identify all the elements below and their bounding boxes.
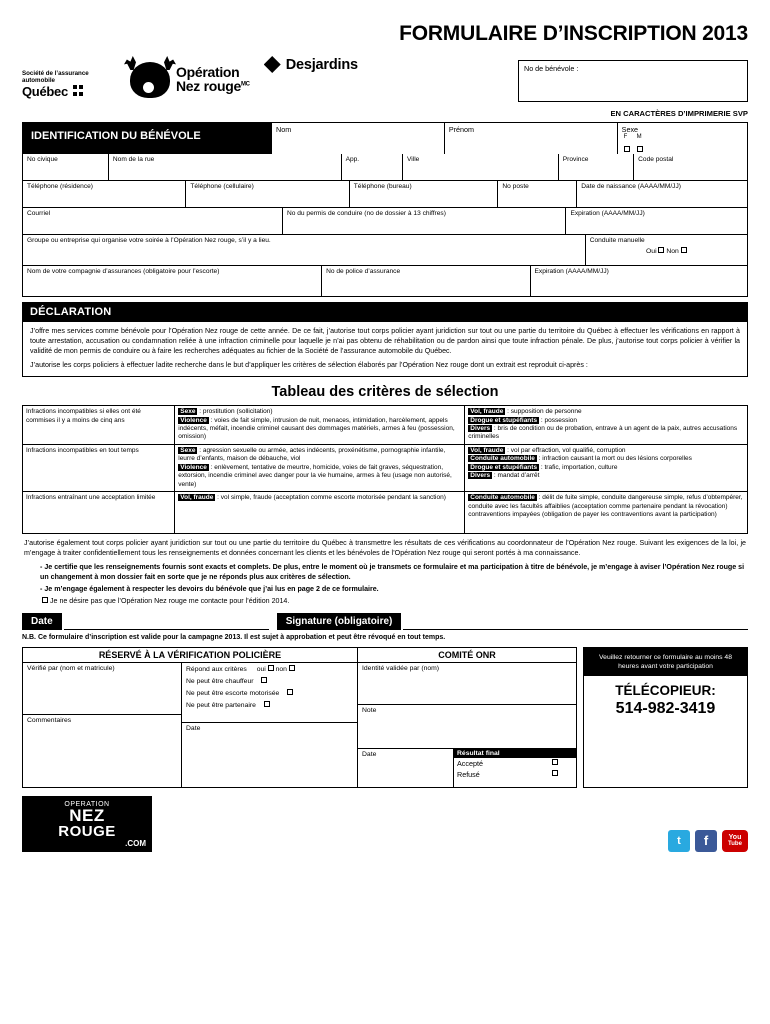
comite-col xyxy=(358,663,577,788)
criteria-text: : vol par effraction, vol qualifié, corruption xyxy=(505,446,626,454)
field-groupe[interactable] xyxy=(23,235,586,265)
criteria-text: : infraction causant la mort ou des lésions corporelles xyxy=(536,455,692,463)
criteria-item xyxy=(468,494,744,519)
fax-block xyxy=(583,647,748,788)
criteria-keyword: Drogue et stupéfiants xyxy=(470,463,538,471)
signature-input[interactable] xyxy=(403,616,748,630)
twitter-icon[interactable]: t xyxy=(668,830,690,852)
criteria-table xyxy=(22,405,748,534)
signature-label: Signature (obligatoire) xyxy=(277,613,402,630)
field-date-police[interactable] xyxy=(182,723,357,761)
label-assurances: Nom de votre compagnie d’assurances (obligatoire pour l’escorte) xyxy=(27,268,220,275)
criteria-text: : trafic, importation, culture xyxy=(539,463,618,471)
criteria-title: Tableau des critères de sélection xyxy=(271,384,499,401)
criteria-item xyxy=(468,447,744,455)
criteria-row-2-col3 xyxy=(465,492,748,534)
label-identite: Identité validée par (nom) xyxy=(362,664,440,672)
label-groupe: Groupe ou entreprise qui organise votre soirée à l’Opération Nez rouge, s’il y a lieu. xyxy=(27,237,271,244)
criteria-item xyxy=(178,494,461,502)
identification-section xyxy=(22,122,748,297)
criteria-keyword: Violence xyxy=(180,416,207,424)
email-licence-row xyxy=(22,208,748,235)
criteria-item xyxy=(178,447,461,464)
resultat-final-block xyxy=(454,749,576,787)
youtube-line1: You xyxy=(728,834,742,842)
label-prenom: Prénom xyxy=(448,125,474,134)
comite-result-row xyxy=(358,749,576,787)
address-row xyxy=(22,154,748,181)
bottom-section xyxy=(22,647,748,788)
criteria-keyword: Violence xyxy=(180,463,207,471)
saaq-line1: Société de l’assurance xyxy=(22,70,89,77)
label-nom-rue: Nom de la rue xyxy=(112,156,155,163)
criteria-text: : mandat d’arrêt xyxy=(492,472,540,480)
label-sexe: Sexe xyxy=(621,125,639,134)
onr-trademark: MC xyxy=(240,81,250,88)
footer-logo-line2: NEZ xyxy=(69,805,105,825)
criteria-text: : possession xyxy=(539,416,577,424)
criteria-keyword: Conduite automobile xyxy=(470,455,535,463)
criteria-row-0-label: Infractions incompatibles si elles ont été commises il y a moins de cinq ans xyxy=(23,406,175,445)
label-no-civique: No civique xyxy=(27,156,58,163)
phone-row xyxy=(22,181,748,208)
field-courriel[interactable] xyxy=(23,208,283,234)
field-no-police[interactable] xyxy=(322,266,530,296)
conduite-oui-label: Oui xyxy=(646,248,657,256)
repond-non-checkbox[interactable] xyxy=(289,665,295,671)
criteria-keyword: Vol, fraude xyxy=(180,494,214,502)
volunteer-number-label: No de bénévole : xyxy=(524,64,579,73)
field-commentaires[interactable] xyxy=(23,715,181,787)
criteria-item xyxy=(178,408,461,416)
comite-onr-title: COMITÉ ONR xyxy=(358,647,577,663)
criteria-keyword: Sexe xyxy=(180,446,196,454)
official-use-grid xyxy=(22,663,577,788)
label-province: Province xyxy=(562,156,589,163)
label-conduite-manuelle: Conduite manuelle xyxy=(589,237,645,244)
social-links[interactable] xyxy=(668,830,748,852)
quebec-flag-icon xyxy=(72,84,84,98)
criteria-row-2-col2 xyxy=(175,492,465,534)
label-permis: No du permis de conduire (no de dossier à 13 chiffres) xyxy=(286,210,446,217)
label-date-police: Date xyxy=(186,724,201,732)
criteria-item xyxy=(468,417,744,425)
official-use-headers xyxy=(22,647,577,663)
criteria-row-0-col3 xyxy=(465,406,748,445)
youtube-line2: Tube xyxy=(728,841,742,848)
refuse-row[interactable] xyxy=(454,768,576,779)
refuse-checkbox[interactable] xyxy=(552,770,558,776)
criteria-item xyxy=(468,455,744,463)
field-app[interactable] xyxy=(342,154,403,180)
label-verifie-par: Vérifié par (nom et matricule) xyxy=(27,664,115,672)
sexe-f-option[interactable] xyxy=(624,134,630,152)
label-code-postal: Code postal xyxy=(638,156,674,163)
label-chauffeur: Ne peut être chauffeur xyxy=(186,677,254,685)
label-ville: Ville xyxy=(406,156,420,163)
no-contact-option[interactable] xyxy=(42,597,746,607)
table-row xyxy=(23,444,748,491)
criteria-row-1-col3 xyxy=(465,444,748,491)
label-tel-cellulaire: Téléphone (cellulaire) xyxy=(190,183,254,190)
police-col-2 xyxy=(182,663,358,788)
declaration-title: DÉCLARATION xyxy=(22,302,748,322)
desjardins-icon xyxy=(264,56,281,73)
criteria-item xyxy=(178,417,461,442)
official-use-block xyxy=(22,647,577,788)
post-declaration-paragraph: J’autorise également tout corps policier ayant juridiction sur tout ou une partie du territoire du Québec à transmettre les résultats de ces vérifications au coordonnateur de l’Opération Nez rouge. Suivant les exigences de la loi, je m’engage à traiter confidentiellement tous les renseignements et données concernant les clients et les bénévoles de l’Opération Nez rouge qui seront portés à ma connaissance. xyxy=(24,539,746,557)
post-declaration xyxy=(22,534,748,607)
onr-wordmark xyxy=(176,65,250,94)
field-nom[interactable] xyxy=(271,123,444,154)
criteria-keyword: Divers xyxy=(470,425,491,432)
field-code-postal[interactable] xyxy=(634,154,747,180)
date-input[interactable] xyxy=(64,616,269,630)
resultat-final-title: Résultat final xyxy=(454,749,576,758)
nb-note: N.B. Ce formulaire d’inscription est valide pour la campagne 2013. Il est sujet à approbation et peut être révoqué en tout temps. xyxy=(22,633,446,641)
field-identite[interactable] xyxy=(358,663,576,705)
label-commentaires: Commentaires xyxy=(27,716,72,724)
sexe-m-label: M xyxy=(636,134,642,140)
field-date-comite[interactable] xyxy=(358,749,454,787)
date-label: Date xyxy=(22,613,62,630)
criteria-check-row[interactable] xyxy=(182,663,357,675)
label-app: App. xyxy=(345,156,360,163)
logo-operation-nez-rouge xyxy=(124,56,250,102)
field-expiration-assurance[interactable] xyxy=(531,266,748,296)
criteria-row-1-col2 xyxy=(175,444,465,491)
police-col-1 xyxy=(22,663,182,788)
field-sexe[interactable] xyxy=(617,123,747,154)
criteria-text: : voies de fait simple, intrusion de nuit, menaces, intimidation, harcèlement, appels indécents, méfait, incendie criminel causant des dommages matériels, armes à feu (possession, omission) xyxy=(178,416,455,441)
criteria-keyword: Conduite automobile xyxy=(470,494,535,502)
label-repond: Répond aux critères xyxy=(186,665,247,673)
page-title: FORMULAIRE D’INSCRIPTION 2013 xyxy=(399,22,748,45)
conduite-manuelle-options[interactable] xyxy=(590,247,743,255)
label-date-comite: Date xyxy=(362,750,377,758)
conduite-non-checkbox[interactable] xyxy=(681,247,687,253)
repond-oui-checkbox[interactable] xyxy=(268,665,274,671)
field-ville[interactable] xyxy=(403,154,559,180)
declaration-paragraph-1: J’offre mes services comme bénévole pour l’Opération Nez rouge de cette année. De ce fait, j’autorise tout corps policier ayant juridiction sur tout ou une partie du territoire du Québec à effectuer les vérifications en rapport à toute arrestation, accusation ou condamnation reliée à une infraction criminelle pour laquelle je n’ai pas obtenu de réhabilitation ou de pardon ainsi que toute infraction pénale. De plus, j’autorise tout corps policier à vérifier la validité de mon permis de conduire ou à faire les recherches adéquates au fichier de la Société de l’assurance automobile du Québec. xyxy=(30,327,740,355)
no-contact-checkbox[interactable] xyxy=(42,597,48,603)
criteria-item xyxy=(468,425,744,442)
label-no-poste: No poste xyxy=(502,183,529,190)
field-verifie-par[interactable] xyxy=(23,663,181,715)
label-escorte: Ne peut être escorte motorisée xyxy=(186,689,280,697)
label-no-police: No de police d’assurance xyxy=(326,268,401,275)
sexe-options[interactable] xyxy=(622,134,743,152)
post-declaration-bullets xyxy=(40,563,746,595)
label-partenaire: Ne peut être partenaire xyxy=(186,701,256,709)
criteria-text: : agression sexuelle ou armée, actes indécents, proxénétisme, pornographie infantile, leurre d’enfants, maison de débauche, viol xyxy=(178,446,446,463)
footer-logo-line4: .COM xyxy=(125,838,146,848)
field-tel-residence[interactable] xyxy=(23,181,186,207)
accepte-row[interactable] xyxy=(454,758,576,768)
criteria-text: : supposition de personne xyxy=(505,408,582,416)
footer-logo-line3: ROUGE xyxy=(58,822,116,840)
onr-line1: Opération xyxy=(176,63,240,80)
print-in-caps-note: EN CARACTÈRES D’IMPRIMERIE SVP xyxy=(610,109,748,118)
group-row xyxy=(22,235,748,266)
criteria-keyword: Vol, fraude xyxy=(470,408,504,416)
label-expiration-assurance: Expiration (AAAA/MM/JJ) xyxy=(534,268,609,275)
label-expiration-permis: Expiration (AAAA/MM/JJ) xyxy=(570,210,645,217)
field-assurances[interactable] xyxy=(23,266,322,296)
fax-details xyxy=(584,676,747,727)
label-non: non xyxy=(275,665,287,673)
declaration-paragraph-2: J’autorise les corps policiers à effectuer ladite recherche dans le but d’appliquer les critères de sélection élaborés par l’Opération Nez rouge dont un extrait est reproduit ci-après : xyxy=(30,361,588,370)
field-prenom[interactable] xyxy=(444,123,617,154)
label-refuse: Refusé xyxy=(457,769,480,779)
label-oui: oui xyxy=(256,665,266,673)
criteria-row-2-label: Infractions entraînant une acceptation limitée xyxy=(23,492,175,534)
no-contact-label: Je ne désire pas que l’Opération Nez rouge me contacte pour l’édition 2014. xyxy=(49,596,290,605)
label-accepte: Accepté xyxy=(457,758,483,768)
field-conduite-manuelle[interactable] xyxy=(586,235,747,265)
criteria-item xyxy=(468,472,744,480)
escorte-checkbox[interactable] xyxy=(287,689,293,695)
desjardins-wordmark: Desjardins xyxy=(285,56,358,73)
criteria-row-1-label: Infractions incompatibles en tout temps xyxy=(23,444,175,491)
criteria-keyword: Divers xyxy=(470,472,491,480)
label-nom: Nom xyxy=(276,125,292,134)
field-permis[interactable] xyxy=(283,208,567,234)
footer-logo xyxy=(22,796,152,852)
criteria-item xyxy=(468,464,744,472)
table-row xyxy=(23,492,748,534)
field-date-naissance[interactable] xyxy=(577,181,747,207)
field-province[interactable] xyxy=(559,154,634,180)
saaq-quebec: Québec xyxy=(22,84,68,100)
onr-line2: Nez rouge xyxy=(176,78,241,94)
facebook-icon[interactable]: f xyxy=(695,830,717,852)
footer-logo-line1: OPERATION xyxy=(64,800,110,808)
bullet-1: - Je certifie que les renseignements fournis sont exacts et complets. De plus, entre le moment où je transmets ce formulaire et ma participation à titre de bénévole, je m’engage à aviser l’Opération Nez rouge si un changement à mon dossier fait en sorte que je ne réponds plus aux critères de sélection. xyxy=(40,562,745,581)
criteria-text: : bris de condition ou de probation, entrave à un agent de la paix, autres accusations criminelles xyxy=(468,425,738,441)
chauffeur-row[interactable] xyxy=(182,675,357,687)
fax-note: Veuillez retourner ce formulaire au moins 48 heures avant votre participation xyxy=(584,648,747,676)
sexe-f-checkbox[interactable] xyxy=(624,146,630,152)
declaration-section xyxy=(22,302,748,377)
table-row xyxy=(23,406,748,445)
escorte-row[interactable] xyxy=(182,687,357,699)
field-nom-rue[interactable] xyxy=(109,154,342,180)
accepte-checkbox[interactable] xyxy=(552,759,558,765)
fax-label: TÉLÉCOPIEUR: xyxy=(615,682,716,698)
youtube-icon[interactable] xyxy=(722,830,748,852)
field-tel-bureau[interactable] xyxy=(350,181,499,207)
criteria-text: : prostitution (sollicitation) xyxy=(197,408,273,416)
partenaire-row[interactable] xyxy=(182,699,357,723)
declaration-body xyxy=(22,322,748,377)
chauffeur-checkbox[interactable] xyxy=(261,677,267,683)
conduite-non-label: Non xyxy=(666,248,679,256)
criteria-item xyxy=(178,464,461,489)
criteria-item xyxy=(468,408,744,416)
volunteer-number-field[interactable] xyxy=(518,60,748,102)
label-courriel: Courriel xyxy=(27,210,51,217)
label-date-naissance: Date de naissance (AAAA/MM/JJ) xyxy=(581,183,681,190)
logo-desjardins xyxy=(264,56,358,73)
identification-header-row xyxy=(22,122,748,154)
sexe-m-checkbox[interactable] xyxy=(637,146,643,152)
insurance-row xyxy=(22,266,748,297)
conduite-oui-checkbox[interactable] xyxy=(658,247,664,253)
bullet-2: - Je m’engage également à respecter les devoirs du bénévole que j’ai lus en page 2 de ce formulaire. xyxy=(40,584,379,593)
field-no-civique[interactable] xyxy=(23,154,109,180)
field-note[interactable] xyxy=(358,705,576,749)
criteria-keyword: Drogue et stupéfiants xyxy=(470,416,538,424)
reindeer-icon xyxy=(124,56,176,102)
criteria-text: : enlèvement, tentative de meurtre, homicide, voies de fait graves, séquestration, extorsion, incendie criminel avec danger pour la vie humaine, armes à feu (usage non autorisé, vente) xyxy=(178,463,452,488)
criteria-keyword: Vol, fraude xyxy=(470,446,504,454)
saaq-line2: automobile xyxy=(22,77,56,85)
criteria-text: : vol simple, fraude (acceptation comme escorte motorisée pendant la sanction) xyxy=(215,494,446,502)
field-tel-cellulaire[interactable] xyxy=(186,181,349,207)
logo-saaq xyxy=(22,56,114,100)
sexe-m-option[interactable] xyxy=(637,134,643,152)
sexe-f-label: F xyxy=(623,134,628,140)
criteria-keyword: Sexe xyxy=(180,408,196,416)
label-tel-bureau: Téléphone (bureau) xyxy=(353,183,412,190)
label-tel-residence: Téléphone (résidence) xyxy=(27,183,93,190)
fax-number: 514-982-3419 xyxy=(615,699,716,717)
field-no-poste[interactable] xyxy=(498,181,577,207)
field-expiration-permis[interactable] xyxy=(566,208,747,234)
label-note: Note xyxy=(362,706,377,714)
identification-title: IDENTIFICATION DU BÉNÉVOLE xyxy=(23,123,271,154)
footer xyxy=(22,796,748,852)
criteria-text: : délit de fuite simple, conduite dangereuse simple, refus d’obtempérer, conduite avec les facultés affaiblies (acceptation comme partenaire pendant la révocation) contraventions impayées (obligation de payer les contraventions avant la participation) xyxy=(468,494,743,518)
police-verification-title: RÉSERVÉ À LA VÉRIFICATION POLICIÈRE xyxy=(22,647,358,663)
signature-row xyxy=(22,613,748,630)
partenaire-checkbox[interactable] xyxy=(264,701,270,707)
criteria-row-0-col2 xyxy=(175,406,465,445)
